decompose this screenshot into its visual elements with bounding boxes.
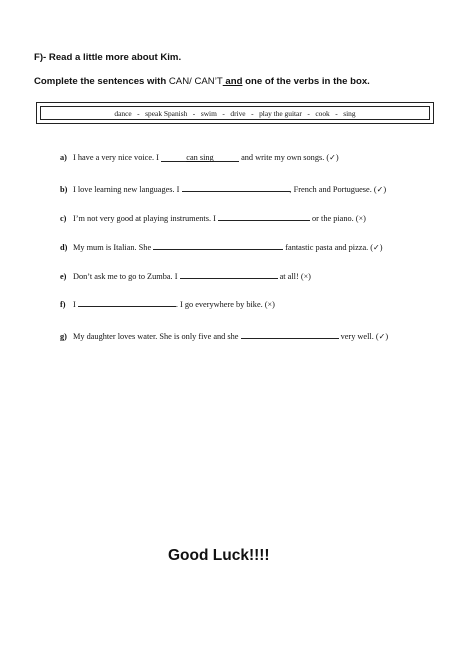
cross-mark-icon: × xyxy=(267,300,273,309)
check-mark-icon: ✓ xyxy=(329,153,336,162)
sentence-text: Don’t ask me to go to Zumba. I xyxy=(73,272,180,281)
instruction-part4: one of the verbs in the box. xyxy=(242,76,370,87)
section-title: F)- Read a little more about Kim. xyxy=(34,52,182,63)
sentence-text: and write my own songs. ( xyxy=(239,153,330,162)
bracket: ) xyxy=(308,272,311,281)
sentence-text: or the piano. ( xyxy=(309,214,359,223)
check-mark-icon: ✓ xyxy=(376,185,384,194)
sentence-label: g) xyxy=(60,332,67,341)
check-mark-icon: ✓ xyxy=(373,243,380,252)
sentence-c xyxy=(60,212,366,224)
sentence-label: f) xyxy=(60,300,66,309)
bracket: ) xyxy=(363,214,366,223)
answer-blank[interactable] xyxy=(218,212,310,221)
sentence-text: fantastic pasta and pizza. ( xyxy=(283,243,374,252)
cross-mark-icon: × xyxy=(303,272,309,281)
sentence-text: at all! ( xyxy=(277,272,304,281)
sentence-text: I xyxy=(73,300,78,309)
sentence-text: My mum is Italian. She xyxy=(73,243,154,252)
bracket: ) xyxy=(385,332,389,341)
instruction-and: and xyxy=(222,76,243,87)
sentence-text: . I go everywhere by bike. ( xyxy=(175,300,268,309)
sentence-b xyxy=(60,183,386,195)
answer-blank[interactable] xyxy=(180,270,278,279)
answer-blank[interactable] xyxy=(182,183,290,192)
sentence-f xyxy=(60,298,275,310)
sentence-d xyxy=(60,241,383,253)
sentence-label: b) xyxy=(60,185,68,194)
sentence-text: I love learning new languages. I xyxy=(73,185,182,194)
bracket: ) xyxy=(383,185,387,194)
sentence-a xyxy=(60,153,339,163)
sentence-label: a) xyxy=(60,153,67,162)
bracket: ) xyxy=(379,243,383,252)
check-mark-icon: ✓ xyxy=(378,332,386,341)
instruction-part1: Complete the sentences with xyxy=(34,76,169,87)
answer-blank[interactable] xyxy=(161,153,239,162)
bracket: ) xyxy=(335,153,339,162)
sentence-text: I’m not very good at playing instruments. I xyxy=(73,214,218,223)
sentence-text: , French and Portuguese. ( xyxy=(289,185,377,194)
sentence-text: very well. ( xyxy=(338,332,379,341)
word-box xyxy=(36,102,434,124)
sentence-label: c) xyxy=(60,214,67,223)
sentence-label: e) xyxy=(60,272,67,281)
filled-answer: can sing xyxy=(186,153,214,162)
closing-text: Good Luck!!!! xyxy=(168,547,270,564)
answer-blank[interactable] xyxy=(241,330,339,339)
bracket: ) xyxy=(272,300,275,309)
word-box-list: dance - speak Spanish - swim - drive - play the guitar - cook - sing xyxy=(40,106,430,120)
answer-blank[interactable] xyxy=(78,298,176,307)
sentence-label: d) xyxy=(60,243,68,252)
answer-blank[interactable] xyxy=(153,241,283,250)
instruction xyxy=(34,76,370,87)
sentence-text: My daughter loves water. She is only five and she xyxy=(73,332,241,341)
sentence-g xyxy=(60,330,388,342)
sentence-text: I have a very nice voice. I xyxy=(73,153,161,162)
instruction-can-cant: CAN/ CAN’T xyxy=(168,76,223,87)
cross-mark-icon: × xyxy=(358,214,364,223)
sentence-e xyxy=(60,270,311,282)
